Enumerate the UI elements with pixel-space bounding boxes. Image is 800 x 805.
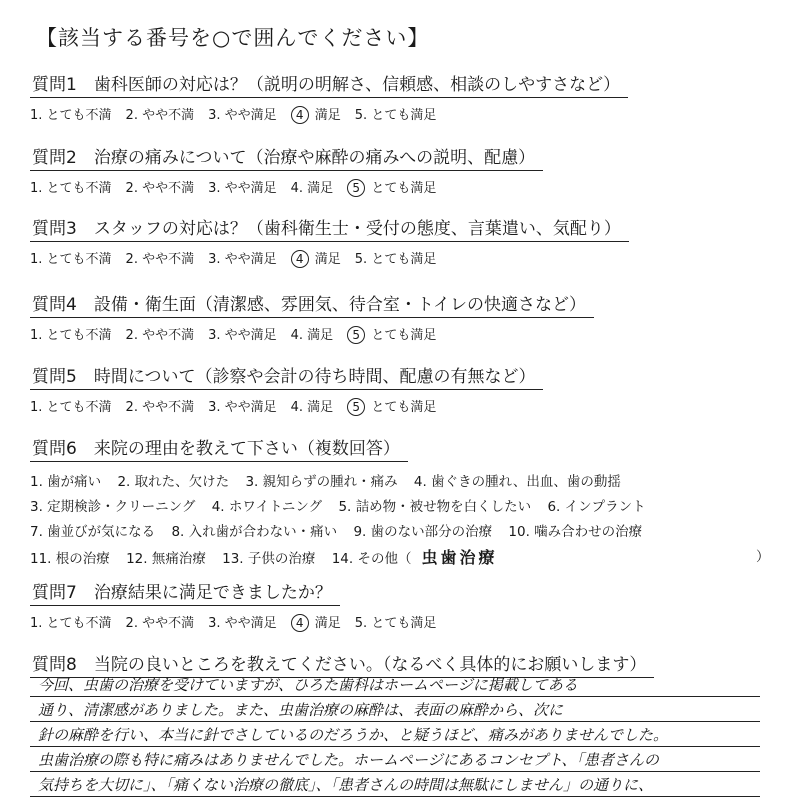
question-5 (30, 362, 790, 416)
rating-option-3: 3. やや満足 (208, 616, 277, 631)
rating-option-4 (291, 252, 341, 267)
reason-option: 9. 歯のない部分の治療 (353, 524, 493, 540)
reason-option: 14. その他（ (331, 551, 412, 567)
rating-option-4 (291, 616, 341, 631)
handwritten-line: 気持ちを大切に」、「痛くない治療の徹底」、「患者さんの時間は無駄にしません」の通りに、 (30, 772, 760, 797)
rating-option-3: 3. やや満足 (208, 400, 277, 415)
reason-row (30, 545, 790, 572)
rating-option-1: 1. とても不満 (30, 108, 112, 123)
selected-circle: 4 (291, 614, 309, 632)
rating-options (30, 177, 790, 197)
reason-option: 5. 詰め物・被せ物を白くしたい (338, 499, 532, 515)
handwritten-line: 通り、清潔感がありました。また、虫歯治療の麻酔は、表面の麻酔から、次に (30, 697, 760, 722)
rating-option-label: とても満足 (367, 181, 437, 196)
rating-option-5 (347, 400, 436, 415)
rating-option-1: 1. とても不満 (30, 252, 112, 267)
selected-circle: 4 (291, 106, 309, 124)
question-title: 質問1 歯科医師の対応は？（説明の明解さ、信頼感、相談のしやすさなど） (30, 70, 628, 98)
question-3 (30, 214, 790, 268)
rating-option-5 (347, 181, 436, 196)
question-1 (30, 70, 790, 124)
rating-option-label: 満足 (310, 252, 341, 267)
rating-option-label: とても満足 (367, 328, 437, 343)
rating-option-3: 3. やや満足 (208, 252, 277, 267)
reason-option: 3. 定期検診・クリーニング (30, 499, 196, 515)
question-title: 質問6 来院の理由を教えて下さい（複数回答） (30, 434, 408, 462)
selected-circle: 5 (347, 398, 365, 416)
rating-option-3: 3. やや満足 (208, 108, 277, 123)
handwritten-line: 虫歯治療の際も特に痛みはありませんでした。ホームページにあるコンセプト、「患者さんの (30, 747, 760, 772)
selected-circle: 5 (347, 179, 365, 197)
reason-option: 3. 親知らずの腫れ・痛み (245, 474, 398, 490)
rating-option-1: 1. とても不満 (30, 400, 112, 415)
rating-option-2: 2. やや不満 (125, 108, 195, 123)
rating-option-4: 4. 満足 (290, 181, 334, 196)
question-7 (30, 578, 790, 632)
other-reason-handwritten: 虫歯治療 (421, 548, 498, 567)
question-title: 質問8 当院の良いところを教えてください。（なるべく具体的にお願いします） (30, 650, 654, 678)
rating-option-4: 4. 満足 (290, 328, 334, 343)
reason-row (30, 520, 790, 545)
rating-option-label: とても満足 (367, 400, 437, 415)
question-title: 質問5 時間について（診察や会計の待ち時間、配慮の有無など） (30, 362, 543, 390)
rating-option-label: 満足 (310, 108, 341, 123)
rating-option-1: 1. とても不満 (30, 328, 112, 343)
reason-list (30, 470, 790, 572)
reason-row (30, 470, 790, 495)
selected-circle: 5 (347, 326, 365, 344)
question-title: 質問4 設備・衛生面（清潔感、雰囲気、待合室・トイレの快適さなど） (30, 290, 594, 318)
rating-option-2: 2. やや不満 (125, 400, 195, 415)
reason-option: 4. 歯ぐきの腫れ、出血、歯の動揺 (413, 474, 621, 490)
reason-option: 13. 子供の治療 (222, 551, 316, 567)
reason-row (30, 495, 790, 520)
question-title: 質問7 治療結果に満足できましたか？ (30, 578, 340, 606)
question-4 (30, 290, 790, 344)
reason-option: 10. 噛み合わせの治療 (508, 524, 643, 540)
question-6 (30, 434, 790, 572)
rating-option-2: 2. やや不満 (125, 328, 195, 343)
question-title: 質問3 スタッフの対応は？（歯科衛生士・受付の態度、言葉遣い、気配り） (30, 214, 629, 242)
rating-option-label: 満足 (310, 616, 341, 631)
question-2 (30, 143, 790, 197)
rating-option-1: 1. とても不満 (30, 181, 112, 196)
reason-option: 1. 歯が痛い (30, 474, 102, 490)
rating-option-5: 5. とても満足 (354, 252, 437, 267)
rating-option-3: 3. やや満足 (208, 328, 277, 343)
rating-option-5 (347, 328, 436, 343)
reason-option: 12. 無痛治療 (126, 551, 206, 567)
rating-option-3: 3. やや満足 (208, 181, 277, 196)
rating-option-2: 2. やや不満 (125, 616, 195, 631)
rating-options (30, 104, 790, 124)
rating-options (30, 396, 790, 416)
reason-option: 11. 根の治療 (30, 551, 110, 567)
handwritten-line: 針の麻酔を行い、本当に針でさしているのだろうか、と疑うほど、痛みがありませんでした。 (30, 722, 760, 747)
reason-option: 4. ホワイトニング (211, 499, 323, 515)
reason-option: 6. インプラント (547, 499, 646, 515)
rating-options (30, 324, 790, 344)
rating-option-4: 4. 満足 (290, 400, 334, 415)
handwritten-line: 今回、虫歯の治療を受けていますが、ひろた歯科はホームページに掲載してある (30, 672, 760, 697)
question-title: 質問2 治療の痛みについて（治療や麻酔の痛みへの説明、配慮） (30, 143, 543, 171)
rating-option-2: 2. やや不満 (125, 252, 195, 267)
reason-option: 8. 入れ歯が合わない・痛い (171, 524, 338, 540)
rating-option-4 (291, 108, 341, 123)
other-close-paren: ） (756, 549, 770, 565)
rating-option-1: 1. とても不満 (30, 616, 112, 631)
instruction-heading: 【該当する番号を○で囲んでください】 (36, 26, 430, 50)
selected-circle: 4 (291, 250, 309, 268)
rating-options (30, 248, 790, 268)
free-text-answer (30, 672, 760, 797)
reason-option: 2. 取れた、欠けた (117, 474, 230, 490)
reason-option: 7. 歯並びが気になる (30, 524, 156, 540)
rating-option-5: 5. とても満足 (354, 108, 437, 123)
rating-options (30, 612, 790, 632)
rating-option-5: 5. とても満足 (354, 616, 437, 631)
rating-option-2: 2. やや不満 (125, 181, 195, 196)
